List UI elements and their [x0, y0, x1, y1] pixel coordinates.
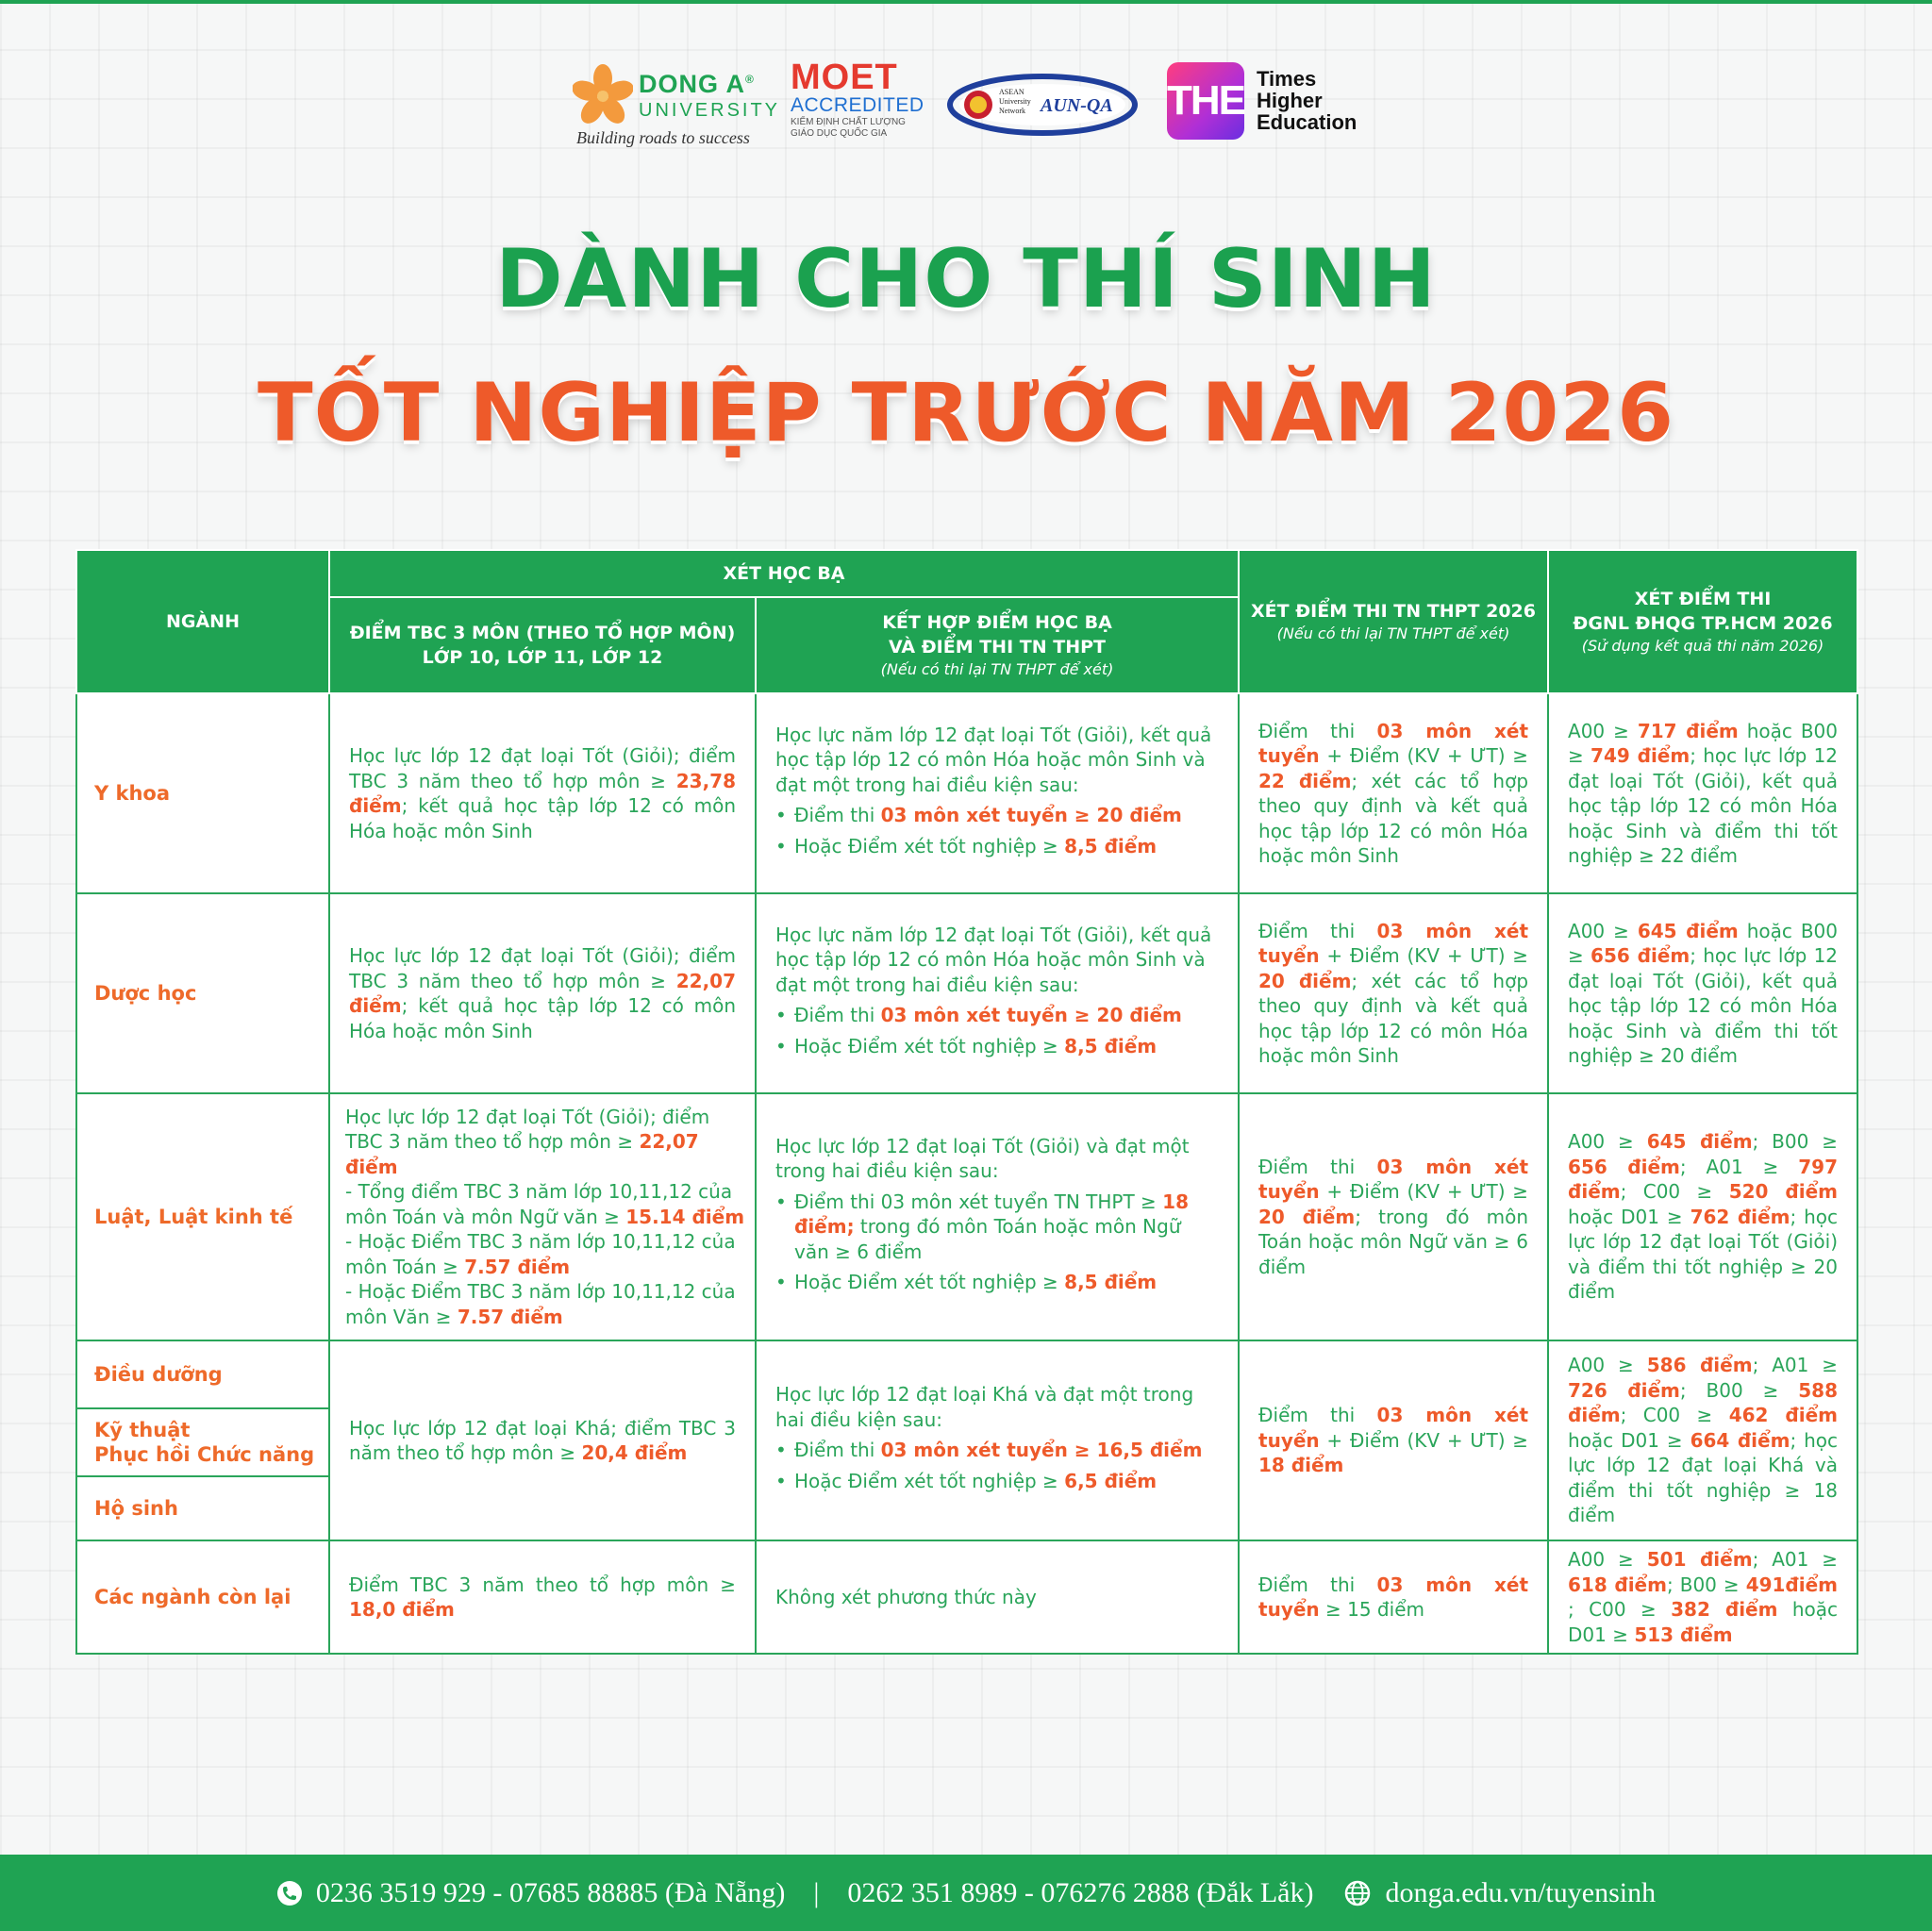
table-row [76, 693, 1857, 893]
cell-thpt: Điểm thi 03 môn xét tuyển + Điểm (KV + ƯT) ≥ 18 điểm [1239, 1340, 1548, 1540]
nganh-y-khoa: Y khoa [76, 693, 329, 893]
aun-qa-label: AUN-QA [1041, 95, 1113, 116]
cell-dgnl: A00 ≥ 717 điểm hoặc B00 ≥ 749 điểm; học lực lớp 12 đạt loại Tốt (Giỏi), kết quả học tập lớp 12 có môn Hóa hoặc Sinh và điểm thi tốt nghiệp ≥ 22 điểm [1548, 693, 1857, 893]
list-item: • Điểm thi 03 môn xét tuyển TN THPT ≥ 18 điểm; trong đó môn Toán hoặc môn Ngữ văn ≥ 6 điểm [775, 1190, 1219, 1265]
moet-subtitle-1: KIỂM ĐỊNH CHẤT LƯỢNG [791, 117, 906, 127]
header-ketop: KẾT HỢP ĐIỂM HỌC BẠ VÀ ĐIỂM THI TN THPT (Nếu có thi lại TN THPT để xét) [756, 597, 1239, 693]
nganh-dieu-duong: Điều dưỡng [94, 1362, 223, 1386]
nganh-luat: Luật, Luật kinh tế [76, 1093, 329, 1340]
cell-dgnl: A00 ≥ 501 điểm; A01 ≥ 618 điểm; B00 ≥ 491điểm ; C00 ≥ 382 điểm hoặc D01 ≥ 513 điểm [1548, 1540, 1857, 1654]
cell-tbc: Điểm TBC 3 năm theo tổ hợp môn ≥ 18,0 điểm [329, 1540, 756, 1654]
cell-thpt: Điểm thi 03 môn xét tuyển + Điểm (KV + ƯT) ≥ 20 điểm; trong đó môn Toán hoặc môn Ngữ văn ≥ 6 điểm [1239, 1093, 1548, 1340]
cell-dgnl: A00 ≥ 645 điểm; B00 ≥ 656 điểm; A01 ≥ 797 điểm; C00 ≥ 520 điểm hoặc D01 ≥ 762 điểm; học lực lớp 12 đạt loại Tốt (Giỏi) và điểm thi tốt nghiệp ≥ 20 điểm [1548, 1093, 1857, 1340]
cell-tbc: Học lực lớp 12 đạt loại Tốt (Giỏi); điểm TBC 3 năm theo tổ hợp môn ≥ 23,78 điểm; kết quả học tập lớp 12 có môn Hóa hoặc môn Sinh [329, 693, 756, 893]
list-item: • Hoặc Điểm xét tốt nghiệp ≥ 8,5 điểm [775, 834, 1219, 859]
nganh-con-lai: Các ngành còn lại [76, 1540, 329, 1654]
list-item: • Điểm thi 03 môn xét tuyển ≥ 20 điểm [775, 1003, 1219, 1028]
dong-a-university-logo [573, 62, 781, 152]
cell-tbc: Học lực lớp 12 đạt loại Khá; điểm TBC 3 năm theo tổ hợp môn ≥ 20,4 điểm [329, 1340, 756, 1540]
cell-tbc: Học lực lớp 12 đạt loại Tốt (Giỏi); điểm TBC 3 năm theo tổ hợp môn ≥ 22,07 điểm - Tổng điểm TBC 3 năm lớp 10,11,12 của môn Toán và môn Ngữ văn ≥ 15.14 điểm - Hoặc Điểm TBC 3 năm lớp 10,11,12 của môn Toán ≥ 7.57 điểm - Hoặc Điểm TBC 3 năm lớp 10,11,12 của môn Văn ≥ 7.57 điểm [329, 1093, 756, 1340]
cell-dgnl: A00 ≥ 645 điểm hoặc B00 ≥ 656 điểm; học lực lớp 12 đạt loại Tốt (Giỏi), kết quả học tập lớp 12 có môn Hóa hoặc Sinh và điểm thi tốt nghiệp ≥ 20 điểm [1548, 893, 1857, 1093]
admission-table [75, 549, 1858, 1655]
nganh-ho-sinh: Hộ sinh [77, 1475, 328, 1540]
table-row [76, 1340, 1857, 1540]
moet-subtitle-2: GIÁO DỤC QUỐC GIA [791, 128, 888, 139]
aun-small-1: ASEAN [999, 88, 1024, 96]
phone-icon [276, 1880, 303, 1906]
footer-separator: | [813, 1876, 820, 1908]
cell-ketop: Học lực lớp 12 đạt loại Khá và đạt một trong hai điều kiện sau: • Điểm thi 03 môn xét tuyển ≥ 16,5 điểm • Hoặc Điểm xét tốt nghiệp ≥ 6,5 điểm [756, 1340, 1239, 1540]
list-item: • Điểm thi 03 môn xét tuyển ≥ 16,5 điểm [775, 1438, 1219, 1463]
list-item: • Hoặc Điểm xét tốt nghiệp ≥ 8,5 điểm [775, 1270, 1219, 1295]
table-row [76, 1540, 1857, 1654]
website-link[interactable]: donga.edu.vn/tuyensinh [1385, 1876, 1657, 1908]
phone-dak-lak[interactable]: 0262 351 8989 - 076276 2888 (Đắk Lắk) [847, 1876, 1314, 1908]
table-row [76, 893, 1857, 1093]
header-thpt: XÉT ĐIỂM THI TN THPT 2026 (Nếu có thi lại TN THPT để xét) [1239, 550, 1548, 693]
cell-thpt: Điểm thi 03 môn xét tuyển ≥ 15 điểm [1239, 1540, 1548, 1654]
dong-a-slogan: Building roads to success [576, 128, 750, 147]
cell-dgnl: A00 ≥ 586 điểm; A01 ≥ 726 điểm; B00 ≥ 588 điểm; C00 ≥ 462 điểm hoặc D01 ≥ 664 điểm; học lực lớp 12 đạt loại Khá và điểm thi tốt nghiệp ≥ 18 điểm [1548, 1340, 1857, 1540]
header-tbc: ĐIỂM TBC 3 MÔN (THEO TỔ HỢP MÔN) LỚP 10, LỚP 11, LỚP 12 [329, 597, 756, 693]
phone-da-nang[interactable]: 0236 3519 929 - 07685 88885 (Đà Nẵng) [315, 1876, 786, 1908]
nganh-ky-thuat-phcn: Kỹ thuật Phục hồi Chức năng [77, 1407, 328, 1475]
aun-qa-logo [946, 66, 1140, 143]
moet-accredited-logo [791, 60, 924, 150]
dong-a-university-label: UNIVERSITY [639, 100, 781, 121]
title-line-1: DÀNH CHO THÍ SINH [495, 232, 1437, 326]
list-item: • Điểm thi 03 môn xét tuyển ≥ 20 điểm [775, 803, 1219, 828]
cell-ketop: Học lực năm lớp 12 đạt loại Tốt (Giỏi), kết quả học tập lớp 12 có môn Hóa hoặc môn Sinh và đạt một trong hai điều kiện sau: • Điểm thi 03 môn xét tuyển ≥ 20 điểm • Hoặc Điểm xét tốt nghiệp ≥ 8,5 điểm [756, 693, 1239, 893]
times-higher-education-logo [1167, 62, 1365, 147]
cell-ketop: Học lực năm lớp 12 đạt loại Tốt (Giỏi), kết quả học tập lớp 12 có môn Hóa hoặc môn Sinh và đạt một trong hai điều kiện sau: • Điểm thi 03 môn xét tuyển ≥ 20 điểm • Hoặc Điểm xét tốt nghiệp ≥ 8,5 điểm [756, 893, 1239, 1093]
dong-a-flower-icon [573, 64, 633, 125]
header-nganh: NGÀNH [76, 550, 329, 693]
cell-ketop: Học lực lớp 12 đạt loại Tốt (Giỏi) và đạt một trong hai điều kiện sau: • Điểm thi 03 môn xét tuyển TN THPT ≥ 18 điểm; trong đó môn Toán hoặc môn Ngữ văn ≥ 6 điểm • Hoặc Điểm xét tốt nghiệp ≥ 8,5 điểm [756, 1093, 1239, 1340]
aun-small-2: University [999, 97, 1031, 106]
header-dgnl: XÉT ĐIỂM THI ĐGNL ĐHQG TP.HCM 2026 (Sử dụng kết quả thi năm 2026) [1548, 550, 1857, 693]
list-item: • Hoặc Điểm xét tốt nghiệp ≥ 6,5 điểm [775, 1469, 1219, 1494]
accredited-label: ACCREDITED [791, 94, 924, 116]
cell-thpt: Điểm thi 03 môn xét tuyển + Điểm (KV + ƯT) ≥ 22 điểm; xét các tổ hợp theo quy định và kết quả học tập lớp 12 có môn Hóa hoặc môn Sinh [1239, 693, 1548, 893]
nganh-dieu-duong-group [76, 1340, 329, 1540]
top-border [0, 0, 1932, 4]
moet-label: MOET [791, 58, 898, 97]
the-box: THE [1167, 62, 1244, 140]
title-line-2: TỐT NGHIỆP TRƯỚC NĂM 2026 [258, 366, 1674, 460]
cell-thpt: Điểm thi 03 môn xét tuyển + Điểm (KV + ƯT) ≥ 20 điểm; xét các tổ hợp theo quy định và kết quả học tập lớp 12 có môn Hóa hoặc môn Sinh [1239, 893, 1548, 1093]
cell-ketop: Không xét phương thức này [756, 1540, 1239, 1654]
list-item: • Hoặc Điểm xét tốt nghiệp ≥ 8,5 điểm [775, 1034, 1219, 1059]
dong-a-name: DONG A® [639, 70, 755, 98]
contact-footer [0, 1855, 1932, 1931]
aun-small-3: Network [999, 107, 1025, 115]
globe-icon [1343, 1879, 1372, 1907]
aun-qa-emblem-icon [946, 66, 1140, 143]
logo-bar [0, 53, 1932, 157]
nganh-duoc-hoc: Dược học [76, 893, 329, 1093]
the-text: Times Higher Education [1257, 67, 1357, 134]
header-xet-hoc-ba: XÉT HỌC BẠ [329, 550, 1239, 597]
table-row [76, 1093, 1857, 1340]
cell-tbc: Học lực lớp 12 đạt loại Tốt (Giỏi); điểm TBC 3 năm theo tổ hợp môn ≥ 22,07 điểm; kết quả học tập lớp 12 có môn Hóa hoặc môn Sinh [329, 893, 756, 1093]
